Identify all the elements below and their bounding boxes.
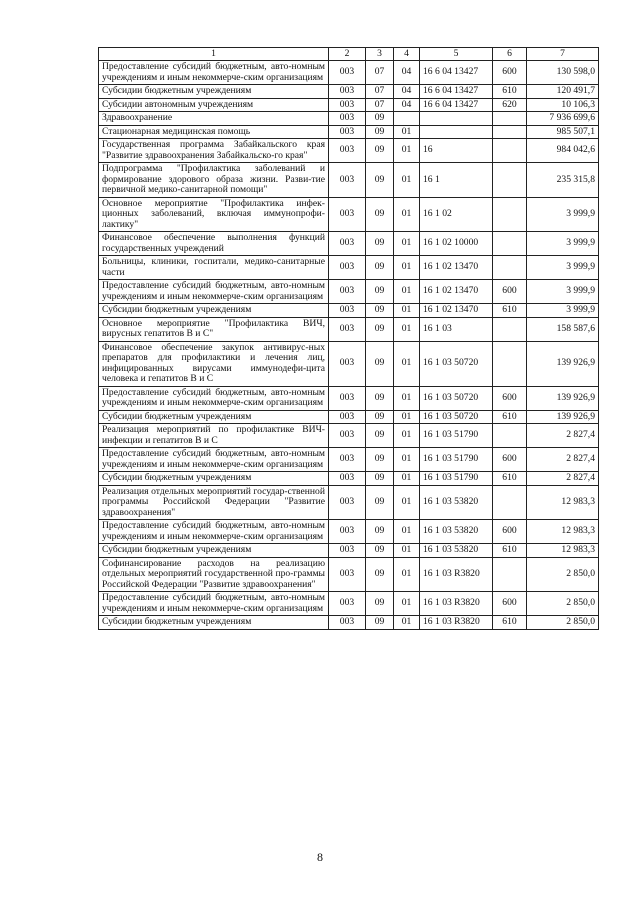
table-row	[99, 232, 599, 256]
row-sum: 12 983,3	[527, 544, 599, 558]
row-vr	[493, 557, 527, 592]
row-ved: 003	[329, 520, 366, 544]
row-name: Предоставление субсидий бюджетным, авто-номным учреждениям и иным некоммерче-ским организациям	[99, 61, 329, 85]
row-csr: 16 1 03 R3820	[420, 592, 493, 616]
row-ved: 003	[329, 410, 366, 424]
row-rz: 09	[366, 112, 394, 126]
row-csr: 16 1 02 10000	[420, 232, 493, 256]
row-sum: 3 999,9	[527, 197, 599, 232]
row-name: Субсидии бюджетным учреждениям	[99, 304, 329, 318]
header-col-3: 3	[366, 48, 394, 61]
row-vr	[493, 139, 527, 163]
row-name: Основное мероприятие "Профилактика инфек-ционных заболеваний, включая иммунопрофи-лактику"	[99, 197, 329, 232]
row-sum: 139 926,9	[527, 386, 599, 410]
row-vr	[493, 197, 527, 232]
row-ved: 003	[329, 98, 366, 112]
row-name: Софинансирование расходов на реализацию отдельных мероприятий государственной про-граммы Российской Федерации "Развитие здравоохранения"	[99, 557, 329, 592]
row-vr: 600	[493, 520, 527, 544]
row-ved: 003	[329, 280, 366, 304]
table-row	[99, 280, 599, 304]
row-csr	[420, 125, 493, 139]
table-row	[99, 317, 599, 341]
header-col-7: 7	[527, 48, 599, 61]
row-sum: 985 507,1	[527, 125, 599, 139]
table-row	[99, 557, 599, 592]
row-csr: 16 1 03 50720	[420, 341, 493, 386]
row-ved: 003	[329, 304, 366, 318]
row-rz: 09	[366, 520, 394, 544]
row-sum: 235 315,8	[527, 163, 599, 198]
row-pr: 01	[394, 472, 420, 486]
row-pr: 04	[394, 98, 420, 112]
table-header	[99, 48, 599, 61]
row-name: Финансовое обеспечение закупок антивирус-ных препаратов для профилактики и лечения лиц, инфицированных вирусами иммунодефи-цита человека и гепатитов В и С	[99, 341, 329, 386]
row-name: Государственная программа Забайкальского края "Развитие здравоохранения Забайкальско-го края"	[99, 139, 329, 163]
row-pr: 01	[394, 304, 420, 318]
row-name: Основное мероприятие "Профилактика ВИЧ, вирусных гепатитов В и С"	[99, 317, 329, 341]
row-sum: 158 587,6	[527, 317, 599, 341]
row-ved: 003	[329, 472, 366, 486]
row-vr	[493, 256, 527, 280]
row-name: Реализация мероприятий по профилактике ВИЧ-инфекции и гепатитов В и С	[99, 424, 329, 448]
row-ved: 003	[329, 592, 366, 616]
row-vr: 610	[493, 410, 527, 424]
row-pr	[394, 112, 420, 126]
table-row	[99, 485, 599, 520]
row-csr: 16 1 03 51790	[420, 472, 493, 486]
row-name: Подпрограмма "Профилактика заболеваний и формирование здорового образа жизни. Разви-тие первичной медико-санитарной помощи"	[99, 163, 329, 198]
row-ved: 003	[329, 197, 366, 232]
row-csr: 16 1 03 R3820	[420, 616, 493, 630]
table-row	[99, 304, 599, 318]
table-row	[99, 472, 599, 486]
row-vr: 610	[493, 544, 527, 558]
table-row	[99, 410, 599, 424]
row-csr: 16 1 03 51790	[420, 448, 493, 472]
row-vr	[493, 341, 527, 386]
row-pr: 01	[394, 544, 420, 558]
row-vr: 600	[493, 592, 527, 616]
row-vr: 610	[493, 472, 527, 486]
table-row	[99, 125, 599, 139]
row-vr: 610	[493, 616, 527, 630]
row-rz: 09	[366, 485, 394, 520]
row-csr: 16 1 02 13470	[420, 256, 493, 280]
row-vr	[493, 317, 527, 341]
row-name: Субсидии бюджетным учреждениям	[99, 616, 329, 630]
row-ved: 003	[329, 85, 366, 99]
row-csr: 16 1	[420, 163, 493, 198]
row-name: Предоставление субсидий бюджетным, авто-номным учреждениям и иным некоммерче-ским организациям	[99, 448, 329, 472]
row-vr: 600	[493, 61, 527, 85]
table-row	[99, 520, 599, 544]
row-rz: 09	[366, 557, 394, 592]
row-vr: 600	[493, 280, 527, 304]
header-col-5: 5	[420, 48, 493, 61]
row-pr: 01	[394, 424, 420, 448]
row-vr: 600	[493, 386, 527, 410]
row-pr: 01	[394, 410, 420, 424]
row-vr	[493, 424, 527, 448]
row-vr: 600	[493, 448, 527, 472]
row-pr: 01	[394, 280, 420, 304]
row-pr: 01	[394, 386, 420, 410]
row-name: Здравоохранение	[99, 112, 329, 126]
row-rz: 07	[366, 61, 394, 85]
row-ved: 003	[329, 112, 366, 126]
row-csr: 16 1 03 R3820	[420, 557, 493, 592]
row-rz: 09	[366, 280, 394, 304]
row-csr: 16 1 02 13470	[420, 280, 493, 304]
row-pr: 04	[394, 85, 420, 99]
row-csr: 16 6 04 13427	[420, 85, 493, 99]
row-name: Реализация отдельных мероприятий государ-ственной программы Российской Федерации "Развитие здравоохранения"	[99, 485, 329, 520]
row-sum: 2 827,4	[527, 448, 599, 472]
row-rz: 09	[366, 341, 394, 386]
row-ved: 003	[329, 386, 366, 410]
row-vr	[493, 485, 527, 520]
row-csr: 16 1 03 51790	[420, 424, 493, 448]
table-body	[99, 61, 599, 630]
row-rz: 09	[366, 197, 394, 232]
row-csr: 16 1 03 50720	[420, 386, 493, 410]
row-ved: 003	[329, 256, 366, 280]
row-rz: 09	[366, 544, 394, 558]
row-name: Стационарная медицинская помощь	[99, 125, 329, 139]
row-name: Финансовое обеспечение выполнения функций государственных учреждений	[99, 232, 329, 256]
row-csr: 16 1 03 53820	[420, 485, 493, 520]
row-rz: 09	[366, 472, 394, 486]
row-name: Субсидии бюджетным учреждениям	[99, 410, 329, 424]
row-name: Больницы, клиники, госпитали, медико-санитарные части	[99, 256, 329, 280]
row-pr: 01	[394, 232, 420, 256]
row-ved: 003	[329, 61, 366, 85]
row-ved: 003	[329, 557, 366, 592]
table-row	[99, 256, 599, 280]
row-sum: 120 491,7	[527, 85, 599, 99]
row-pr: 01	[394, 485, 420, 520]
row-pr: 01	[394, 592, 420, 616]
row-vr	[493, 112, 527, 126]
table-row	[99, 139, 599, 163]
row-ved: 003	[329, 616, 366, 630]
table-row	[99, 163, 599, 198]
row-ved: 003	[329, 544, 366, 558]
row-csr: 16 1 03	[420, 317, 493, 341]
row-name: Предоставление субсидий бюджетным, авто-номным учреждениям и иным некоммерче-ским организациям	[99, 386, 329, 410]
row-sum: 2 827,4	[527, 424, 599, 448]
row-csr: 16 1 03 53820	[420, 520, 493, 544]
budget-table	[98, 47, 599, 630]
table-row	[99, 616, 599, 630]
row-sum: 12 983,3	[527, 520, 599, 544]
row-sum: 139 926,9	[527, 410, 599, 424]
row-sum: 3 999,9	[527, 232, 599, 256]
row-pr: 01	[394, 197, 420, 232]
row-csr	[420, 112, 493, 126]
row-sum: 2 850,0	[527, 616, 599, 630]
row-ved: 003	[329, 317, 366, 341]
table-row	[99, 341, 599, 386]
row-name: Субсидии бюджетным учреждениям	[99, 85, 329, 99]
row-csr: 16 6 04 13427	[420, 61, 493, 85]
row-ved: 003	[329, 341, 366, 386]
row-sum: 2 850,0	[527, 592, 599, 616]
row-sum: 12 983,3	[527, 485, 599, 520]
row-vr: 620	[493, 98, 527, 112]
row-sum: 130 598,0	[527, 61, 599, 85]
header-col-6: 6	[493, 48, 527, 61]
row-sum: 2 850,0	[527, 557, 599, 592]
row-csr: 16 1 02 13470	[420, 304, 493, 318]
table-row	[99, 112, 599, 126]
row-rz: 09	[366, 163, 394, 198]
row-ved: 003	[329, 139, 366, 163]
row-rz: 09	[366, 410, 394, 424]
table-row	[99, 85, 599, 99]
table-row	[99, 61, 599, 85]
row-rz: 09	[366, 616, 394, 630]
page-number: 8	[317, 850, 323, 864]
row-pr: 01	[394, 256, 420, 280]
row-pr: 01	[394, 616, 420, 630]
row-name: Субсидии бюджетным учреждениям	[99, 544, 329, 558]
row-rz: 09	[366, 232, 394, 256]
row-vr	[493, 163, 527, 198]
row-rz: 09	[366, 125, 394, 139]
row-name: Предоставление субсидий бюджетным, авто-номным учреждениям и иным некоммерче-ским организациям	[99, 280, 329, 304]
row-rz: 09	[366, 386, 394, 410]
row-pr: 01	[394, 520, 420, 544]
row-sum: 3 999,9	[527, 280, 599, 304]
row-pr: 04	[394, 61, 420, 85]
table-row	[99, 544, 599, 558]
row-pr: 01	[394, 163, 420, 198]
row-rz: 09	[366, 317, 394, 341]
row-vr	[493, 125, 527, 139]
row-rz: 07	[366, 98, 394, 112]
row-rz: 09	[366, 139, 394, 163]
row-rz: 09	[366, 448, 394, 472]
row-sum: 7 936 699,6	[527, 112, 599, 126]
row-vr: 610	[493, 304, 527, 318]
row-name: Субсидии автономным учреждениям	[99, 98, 329, 112]
row-sum: 3 999,9	[527, 304, 599, 318]
row-csr: 16 1 03 50720	[420, 410, 493, 424]
row-sum: 984 042,6	[527, 139, 599, 163]
table-row	[99, 448, 599, 472]
header-col-1: 1	[99, 48, 329, 61]
row-pr: 01	[394, 317, 420, 341]
table-row	[99, 197, 599, 232]
header-row	[99, 48, 599, 61]
row-csr: 16 1 02	[420, 197, 493, 232]
table-row	[99, 424, 599, 448]
row-pr: 01	[394, 139, 420, 163]
row-csr: 16 6 04 13427	[420, 98, 493, 112]
row-ved: 003	[329, 125, 366, 139]
row-sum: 2 827,4	[527, 472, 599, 486]
row-pr: 01	[394, 557, 420, 592]
row-pr: 01	[394, 341, 420, 386]
row-csr: 16	[420, 139, 493, 163]
row-rz: 09	[366, 256, 394, 280]
table-row	[99, 98, 599, 112]
table-row	[99, 592, 599, 616]
row-sum: 10 106,3	[527, 98, 599, 112]
row-ved: 003	[329, 448, 366, 472]
row-name: Предоставление субсидий бюджетным, авто-номным учреждениям и иным некоммерче-ским организациям	[99, 520, 329, 544]
row-vr: 610	[493, 85, 527, 99]
header-col-4: 4	[394, 48, 420, 61]
row-ved: 003	[329, 232, 366, 256]
row-pr: 01	[394, 125, 420, 139]
row-name: Субсидии бюджетным учреждениям	[99, 472, 329, 486]
row-ved: 003	[329, 163, 366, 198]
row-rz: 07	[366, 85, 394, 99]
row-sum: 3 999,9	[527, 256, 599, 280]
row-csr: 16 1 03 53820	[420, 544, 493, 558]
row-sum: 139 926,9	[527, 341, 599, 386]
row-ved: 003	[329, 485, 366, 520]
row-vr	[493, 232, 527, 256]
header-col-2: 2	[329, 48, 366, 61]
row-ved: 003	[329, 424, 366, 448]
row-rz: 09	[366, 304, 394, 318]
row-pr: 01	[394, 448, 420, 472]
table-row	[99, 386, 599, 410]
row-name: Предоставление субсидий бюджетным, авто-номным учреждениям и иным некоммерче-ским организациям	[99, 592, 329, 616]
row-rz: 09	[366, 592, 394, 616]
row-rz: 09	[366, 424, 394, 448]
